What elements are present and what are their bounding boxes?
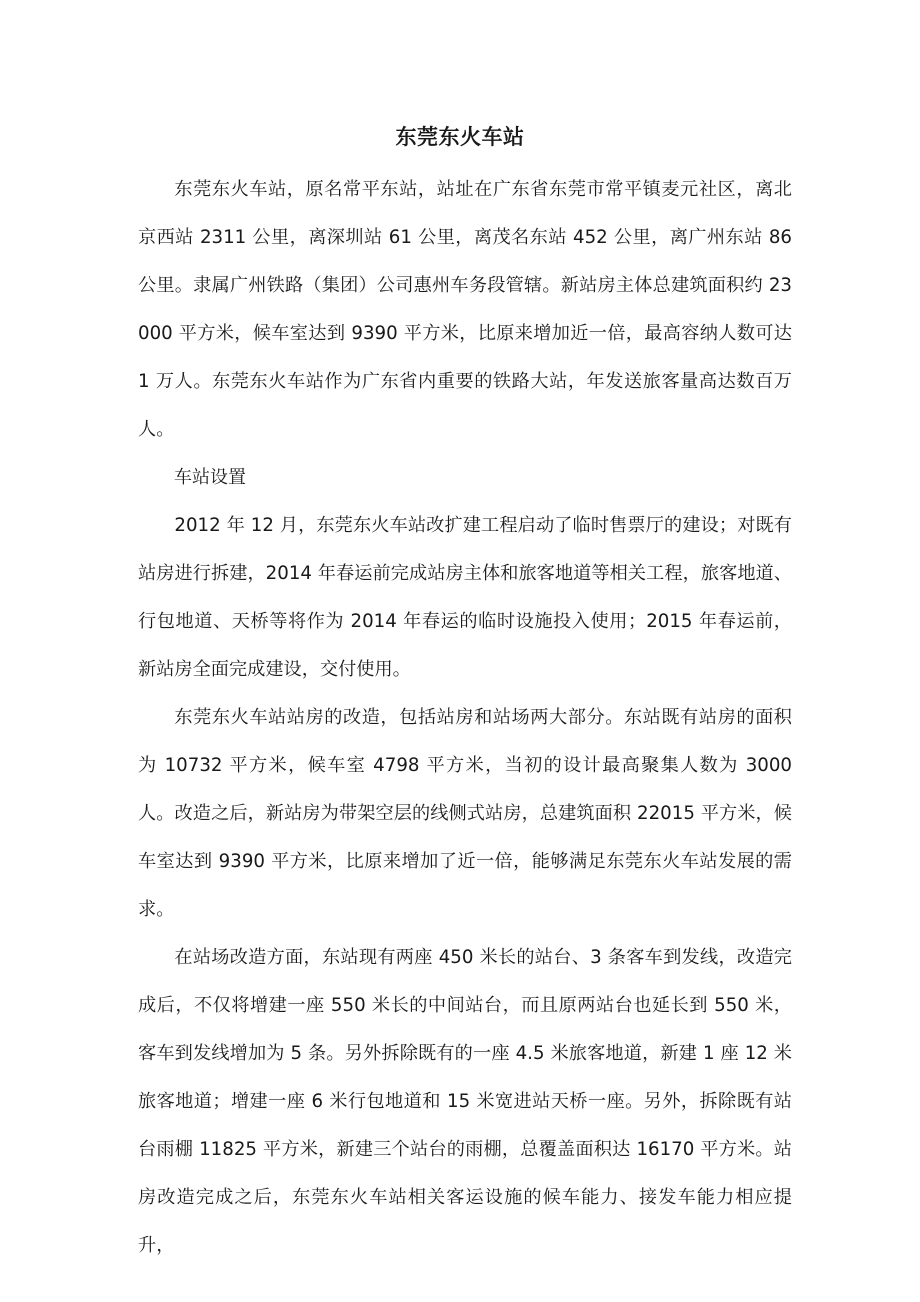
- section-heading-station-setup: 车站设置: [174, 467, 246, 488]
- paragraph-construction-timeline: 2012 年 12 月，东莞东火车站改扩建工程启动了临时售票厅的建设；对既有站房进行拆建，2014 年春运前完成站房主体和旅客地道等相关工程，旅客地道、行包地道、天桥等将作为 2014 年春运的临时设施投入使用；2015 年春运前，新站房全面完成建设，交付使用。: [138, 515, 792, 680]
- paragraph-station-building: 东莞东火车站站房的改造，包括站房和站场两大部分。东站既有站房的面积为 10732 平方米，候车室 4798 平方米，当初的设计最高聚集人数为 3000 人。改造之后，新站房为带架空层的线侧式站房，总建筑面积 22015 平方米，候车室达到 9390 平方米，比原来增加了近一倍，能够满足东莞东火车站发展的需求。: [138, 707, 792, 920]
- paragraph-yard-renovation: 在站场改造方面，东站现有两座 450 米长的站台、3 条客车到发线，改造完成后，不仅将增建一座 550 米长的中间站台，而且原两站台也延长到 550 米，客车到发线增加为 5 条。另外拆除既有的一座 4.5 米旅客地道，新建 1 座 12 米旅客地道；增建一座 6 米行包地道和 15 米宽进站天桥一座。另外，拆除既有站台雨棚 11825 平方米，新建三个站台的雨棚，总覆盖面积达 16170 平方米。站房改造完成之后，东莞东火车站相关客运设施的候车能力、接发车能力相应提升，: [138, 947, 792, 1256]
- document-body: [138, 166, 792, 1270]
- paragraph-intro: 东莞东火车站，原名常平东站，站址在广东省东莞市常平镇麦元社区，离北京西站 2311 公里，离深圳站 61 公里，离茂名东站 452 公里，离广州东站 86 公里。隶属广州铁路（集团）公司惠州车务段管辖。新站房主体总建筑面积约 23000 平方米，候车室达到 9390 平方米，比原来增加近一倍，最高容纳人数可达 1 万人。东莞东火车站作为广东省内重要的铁路大站，年发送旅客量高达数百万人。: [138, 179, 792, 440]
- page-title: 东莞东火车站: [395, 125, 525, 149]
